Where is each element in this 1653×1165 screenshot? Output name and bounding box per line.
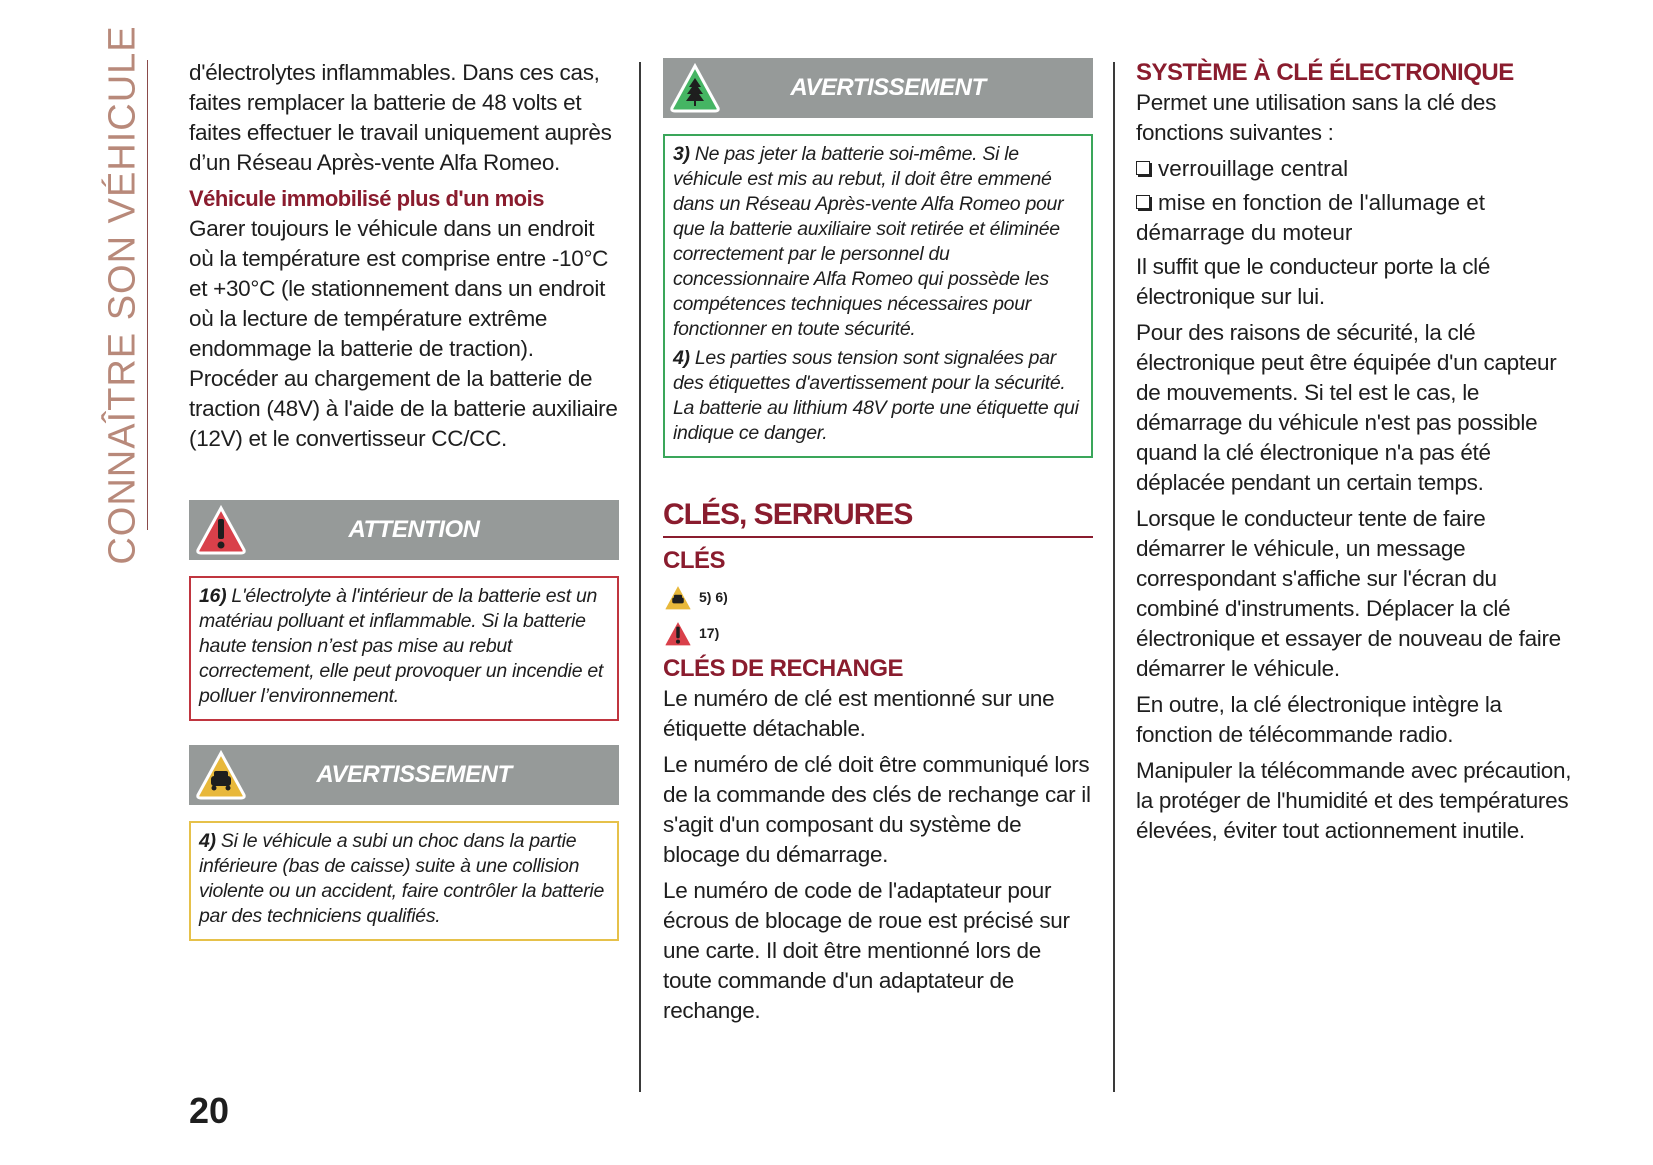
warning-item: 4) Si le véhicule a subi un choc dans la partie inférieure (bas de caisse) suite à une collision violente ou un accident, faire contrôler la batterie par des techniciens qualifiés. — [199, 830, 604, 927]
reference-row — [663, 618, 1093, 648]
environment-box — [663, 134, 1093, 458]
section-title: CLÉS, SERRURES — [663, 496, 1093, 538]
tree-triangle-icon — [667, 60, 723, 116]
car-triangle-icon — [663, 582, 693, 612]
attention-title: ATTENTION — [348, 516, 480, 543]
environment-title: AVERTISSEMENT — [790, 74, 986, 101]
attention-box — [189, 576, 619, 721]
spare-paragraph: Le numéro de code de l'adaptateur pour écrous de blocage de roue est précisé sur une carte. Il doit être mentionné lors de toute commande d'un adaptateur de rechange. — [663, 878, 1070, 1023]
side-rule — [147, 60, 148, 530]
electronic-key-paragraph: Pour des raisons de sécurité, la clé électronique peut être équipée d'un capteur de mouvements. Si tel est le cas, le démarrage du véhicule n'est pas possible quand la clé électronique n'a pas été déplacée pendant un certain temps. — [1136, 320, 1557, 495]
exclamation-triangle-icon — [663, 618, 693, 648]
attention-item: 16) L'électrolyte à l'intérieur de la batterie est un matériau polluant et inflammable. Si la batterie haute tension n’est pas mise au rebut correctement, elle peut provoquer un incendie et polluer l’environnement. — [199, 585, 604, 707]
electronic-key-paragraph: En outre, la clé électronique intègre la fonction de télécommande radio. — [1136, 692, 1502, 747]
electronic-key-paragraph: Lorsque le conducteur tente de faire démarrer le véhicule, un message correspondant s'affiche sur l'écran du combiné d'instruments. Déplacer la clé électronique et essayer de nouveau de faire démarrer le véhicule. — [1136, 506, 1561, 681]
spare-paragraph: Le numéro de clé doit être communiqué lors de la commande des clés de rechange car il s'agit d'un composant du système de blocage du démarrage. — [663, 752, 1091, 867]
electronic-key-paragraph: Manipuler la télécommande avec précaution, la protéger de l'humidité et des températures élevées, éviter tout actionnement inutile. — [1136, 758, 1572, 843]
column-3 — [1136, 58, 1576, 852]
spare-paragraph: Le numéro de clé est mentionné sur une étiquette détachable. — [663, 686, 1055, 741]
checkbox-bullet-icon — [1136, 195, 1150, 209]
reference-row — [663, 582, 1093, 612]
attention-header — [189, 500, 619, 560]
immobilized-paragraph: Garer toujours le véhicule dans un endroit où la température est comprise entre -10°C et +30°C (le stationnement dans un endroit où la lecture de température extrême endommage la batterie de traction). Procéder au chargement de la batterie de traction (48V) à l'aide de la batterie auxiliaire (12V) et le convertisseur CC/CC. — [189, 216, 618, 451]
column-divider — [1113, 62, 1115, 1092]
bullet-item: mise en fonction de l'allumage et démarrage du moteur — [1136, 190, 1485, 245]
warning-title: AVERTISSEMENT — [316, 761, 512, 788]
car-triangle-icon — [193, 747, 249, 803]
electronic-key-heading: SYSTÈME À CLÉ ÉLECTRONIQUE — [1136, 59, 1514, 86]
bullet-item: verrouillage central — [1136, 154, 1576, 184]
warning-header — [189, 745, 619, 805]
keys-heading: CLÉS — [663, 547, 726, 574]
electronic-key-intro: Permet une utilisation sans la clé des fonctions suivantes : — [1136, 90, 1497, 145]
immobilized-heading: Véhicule immobilisé plus d'un mois — [189, 186, 544, 211]
page-number: 20 — [189, 1090, 230, 1131]
electronic-key-paragraph: Il suffit que le conducteur porte la clé électronique sur lui. — [1136, 254, 1491, 309]
spare-keys-heading: CLÉS DE RECHANGE — [663, 655, 904, 682]
column-divider — [639, 62, 641, 1092]
column-1 — [189, 58, 619, 941]
chapter-side-title-text: CONNAÎTRE SON VÉHICULE — [101, 25, 144, 565]
environment-header — [663, 58, 1093, 118]
exclamation-triangle-icon — [193, 502, 249, 558]
warning-box — [189, 821, 619, 941]
environment-item: 4) Les parties sous tension sont signalées par des étiquettes d'avertissement pour la sécurité. La batterie au lithium 48V porte une étiquette qui indique ce danger. — [673, 347, 1079, 444]
column-2 — [663, 58, 1093, 1032]
environment-item: 3) Ne pas jeter la batterie soi-même. Si le véhicule est mis au rebut, il doit être emmené dans un Réseau Après-vente Alfa Romeo pour que la batterie auxiliaire soit retirée et éliminée correctement par le personnel du concessionnaire Alfa Romeo qui possède les compétences techniques nécessaires pour fonctionner en toute sécurité. — [673, 143, 1064, 340]
chapter-side-title — [98, 25, 148, 565]
checkbox-bullet-icon — [1136, 161, 1150, 175]
intro-paragraph: d'électrolytes inflammables. Dans ces cas, faites remplacer la batterie de 48 volts et faites effectuer le travail uniquement auprès d’un Réseau Après-vente Alfa Romeo. — [189, 60, 612, 175]
reference-text: 5) 6) — [699, 589, 728, 605]
reference-text: 17) — [699, 625, 720, 641]
